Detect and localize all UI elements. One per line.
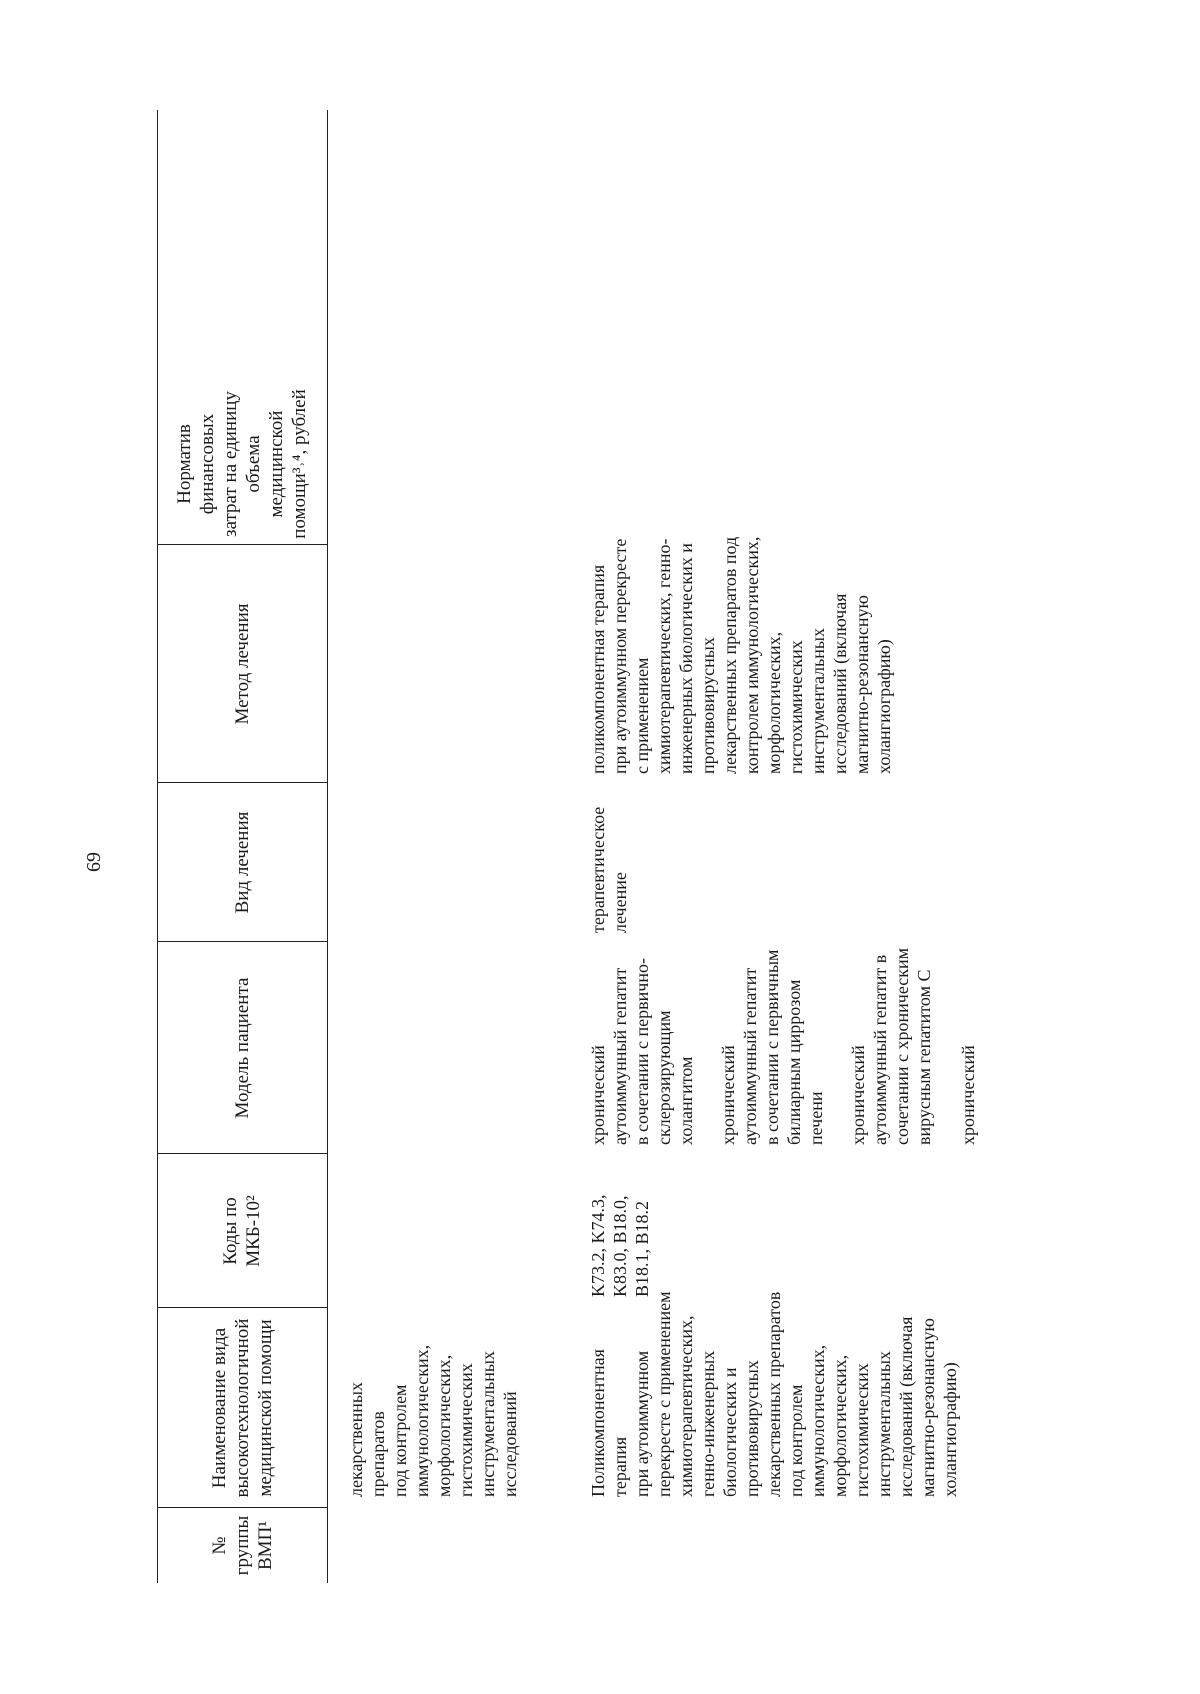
header-patient-model: Модель пациента xyxy=(231,977,253,1119)
header-cost-standard: Норматив финансовых затрат на единицу объема медицинской помощи³˒⁴, рублей xyxy=(174,389,310,539)
header-treatment-method: Метод лечения xyxy=(231,603,253,725)
rotated-table xyxy=(157,110,997,1583)
row-icd-codes: K73.2, K74.3, K83.0, B18.0, B18.1, B18.2 xyxy=(588,1194,652,1297)
row-patient-model-1: хронический аутоиммунный гепатит в сочетании с первично- склерозирующим холангитом xyxy=(588,958,696,1145)
row-treatment-method: поликомпонентная терапия при аутоиммунном перекресте с применением химиотерапевтических, генно- инженерных биологических и противовирусных лекарственных препаратов под контролем иммунологических, морфологических, гистохимических инструментальных исследований (включая магнитно-резонансную холангиографию) xyxy=(588,536,894,774)
row-patient-model-3: хронический аутоиммунный гепатит в сочетании с хроническим вирусным гепатитом C xyxy=(848,947,934,1145)
row-treatment-type: терапевтическое лечение xyxy=(588,806,630,933)
table-header-rule xyxy=(327,110,328,1583)
header-care-name: Наименование вида высокотехнологичной медицинской помощи xyxy=(208,1318,276,1498)
header-icd-codes: Коды по МКБ-10² xyxy=(220,1195,264,1267)
page-number: 69 xyxy=(83,852,105,872)
row-patient-model-2: хронический аутоиммунный гепатит в сочетании с первичным билиарным циррозом печени xyxy=(718,949,826,1145)
continued-care-name: лекарственных препаратов под контролем иммунологических, морфологических, гистохимических инструментальных исследований xyxy=(346,1344,520,1497)
row-patient-model-4: хронический xyxy=(958,1045,978,1145)
row-care-name: Поликомпонентная терапия при аутоиммунном перекресте с применением химиотерапевтических, генно-инженерных биологических и противовирусных лекарственных препаратов под контролем иммунологических, морфологических, гистохимических инструментальных исследований (включая магнитно-резонансную холангиографию) xyxy=(588,1291,960,1497)
header-treatment-type: Вид лечения xyxy=(231,811,253,914)
header-group-number: № группы ВМП¹ xyxy=(208,1515,276,1576)
